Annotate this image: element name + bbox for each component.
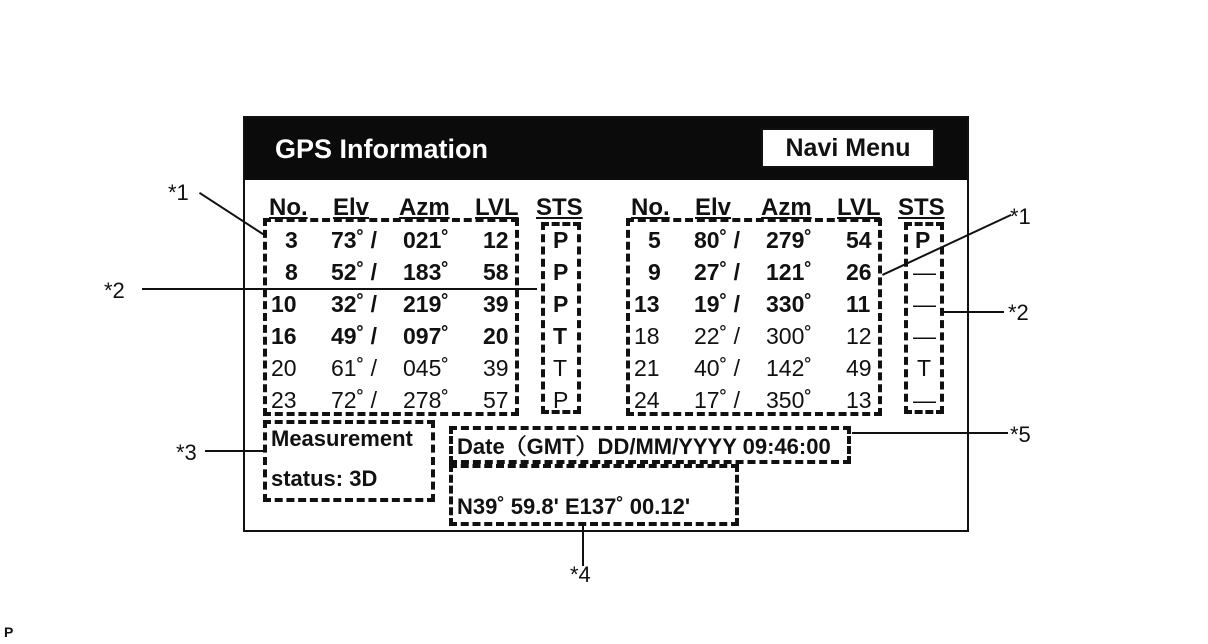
left-row-1-lvl: 12 [483,227,509,253]
left-row-1-sts: P [553,227,569,253]
left-row-3-sts: P [553,291,569,317]
right-row-2-lvl: 26 [846,259,872,285]
left-header-elv: Elv [333,194,370,221]
right-row-2-no: 9 [648,259,661,285]
right-row-3-lvl: 11 [846,291,871,317]
right-row-4-elv: 22˚ / [694,323,741,349]
right-row-1-sts: P [915,227,931,253]
right-row-5-elv: 40˚ / [694,355,741,381]
left-row-5-elv: 61˚ / [331,355,378,381]
measurement-status-line2: status: 3D [271,466,378,491]
callout-label-5: *5 [1010,422,1031,447]
right-row-5-azm: 142˚ [766,355,813,381]
callout-label-1-right: *1 [1010,204,1031,229]
left-header-no: No. [269,194,308,221]
callout-label-2-left: *2 [104,278,125,303]
callout-label-2-right: *2 [1008,300,1029,325]
callout-label-3: *3 [176,440,197,465]
left-row-5-sts: T [553,355,568,381]
right-row-4-lvl: 12 [846,323,872,349]
right-row-6-elv: 17˚ / [694,387,741,413]
left-satellite-data-box [263,218,519,416]
left-row-5-lvl: 39 [483,355,509,381]
right-row-1-lvl: 54 [846,227,872,253]
left-row-4-lvl: 20 [483,323,509,349]
right-row-3-no: 13 [634,291,660,317]
right-row-3-sts: — [913,291,936,317]
left-row-2-sts: P [553,259,569,285]
corner-label: P [4,624,14,640]
right-row-6-sts: — [913,387,936,413]
callout-line-2-right [944,311,1004,313]
right-row-2-elv: 27˚ / [694,259,741,285]
right-header-elv: Elv [695,194,732,221]
right-row-2-sts: — [913,259,936,285]
right-row-1-no: 5 [648,227,661,253]
callout-label-4: *4 [570,562,591,587]
left-row-5-no: 20 [271,355,297,381]
right-row-5-no: 21 [634,355,660,381]
gps-screen [243,116,969,532]
right-row-3-elv: 19˚ / [694,291,741,317]
right-row-6-azm: 350˚ [766,387,813,413]
left-row-6-azm: 278˚ [403,387,450,413]
right-row-5-sts: T [917,355,932,381]
left-row-1-no: 3 [285,227,298,253]
right-row-4-azm: 300˚ [766,323,813,349]
left-row-3-elv: 32˚ / [331,291,378,317]
right-row-4-no: 18 [634,323,660,349]
left-row-1-azm: 021˚ [403,227,450,253]
callout-line-5 [852,432,1008,434]
left-row-6-lvl: 57 [483,387,509,413]
left-row-6-elv: 72˚ / [331,387,378,413]
callout-line-3 [205,450,263,452]
position-text: N39˚ 59.8' E137˚ 00.12' [457,494,691,519]
left-row-2-lvl: 58 [483,259,509,285]
measurement-status-line1: Measurement [271,426,413,451]
right-row-3-azm: 330˚ [766,291,813,317]
left-row-2-azm: 183˚ [403,259,450,285]
left-row-6-sts: P [553,387,569,413]
right-header-no: No. [631,194,670,221]
right-row-5-lvl: 49 [846,355,872,381]
left-row-4-azm: 097˚ [403,323,450,349]
left-row-2-elv: 52˚ / [331,259,378,285]
left-row-4-no: 16 [271,323,297,349]
callout-line-4 [582,526,584,566]
right-header-azm: Azm [761,194,812,221]
right-row-4-sts: — [913,323,936,349]
left-row-6-no: 23 [271,387,297,413]
right-row-6-no: 24 [634,387,660,413]
callout-label-1-left: *1 [168,180,189,205]
right-satellite-data-box [626,218,882,416]
left-row-4-sts: T [553,323,568,349]
left-row-3-azm: 219˚ [403,291,450,317]
right-row-1-azm: 279˚ [766,227,813,253]
left-row-1-elv: 73˚ / [331,227,378,253]
title-bar [245,118,967,180]
right-row-6-lvl: 13 [846,387,872,413]
right-header-sts: STS [898,194,945,221]
left-row-3-lvl: 39 [483,291,509,317]
left-header-azm: Azm [399,194,450,221]
left-row-5-azm: 045˚ [403,355,450,381]
screen-title: GPS Information [275,134,489,164]
right-row-1-elv: 80˚ / [694,227,741,253]
date-time-text: Date（GMT）DD/MM/YYYY 09:46:00 [457,434,831,459]
right-header-lvl: LVL [837,194,881,221]
left-row-4-elv: 49˚ / [331,323,378,349]
navi-menu-button[interactable]: Navi Menu [761,128,935,168]
callout-line-2-left [142,288,537,290]
right-row-2-azm: 121˚ [766,259,813,285]
left-row-2-no: 8 [285,259,298,285]
left-row-3-no: 10 [271,291,297,317]
left-header-lvl: LVL [475,194,519,221]
left-header-sts: STS [536,194,583,221]
